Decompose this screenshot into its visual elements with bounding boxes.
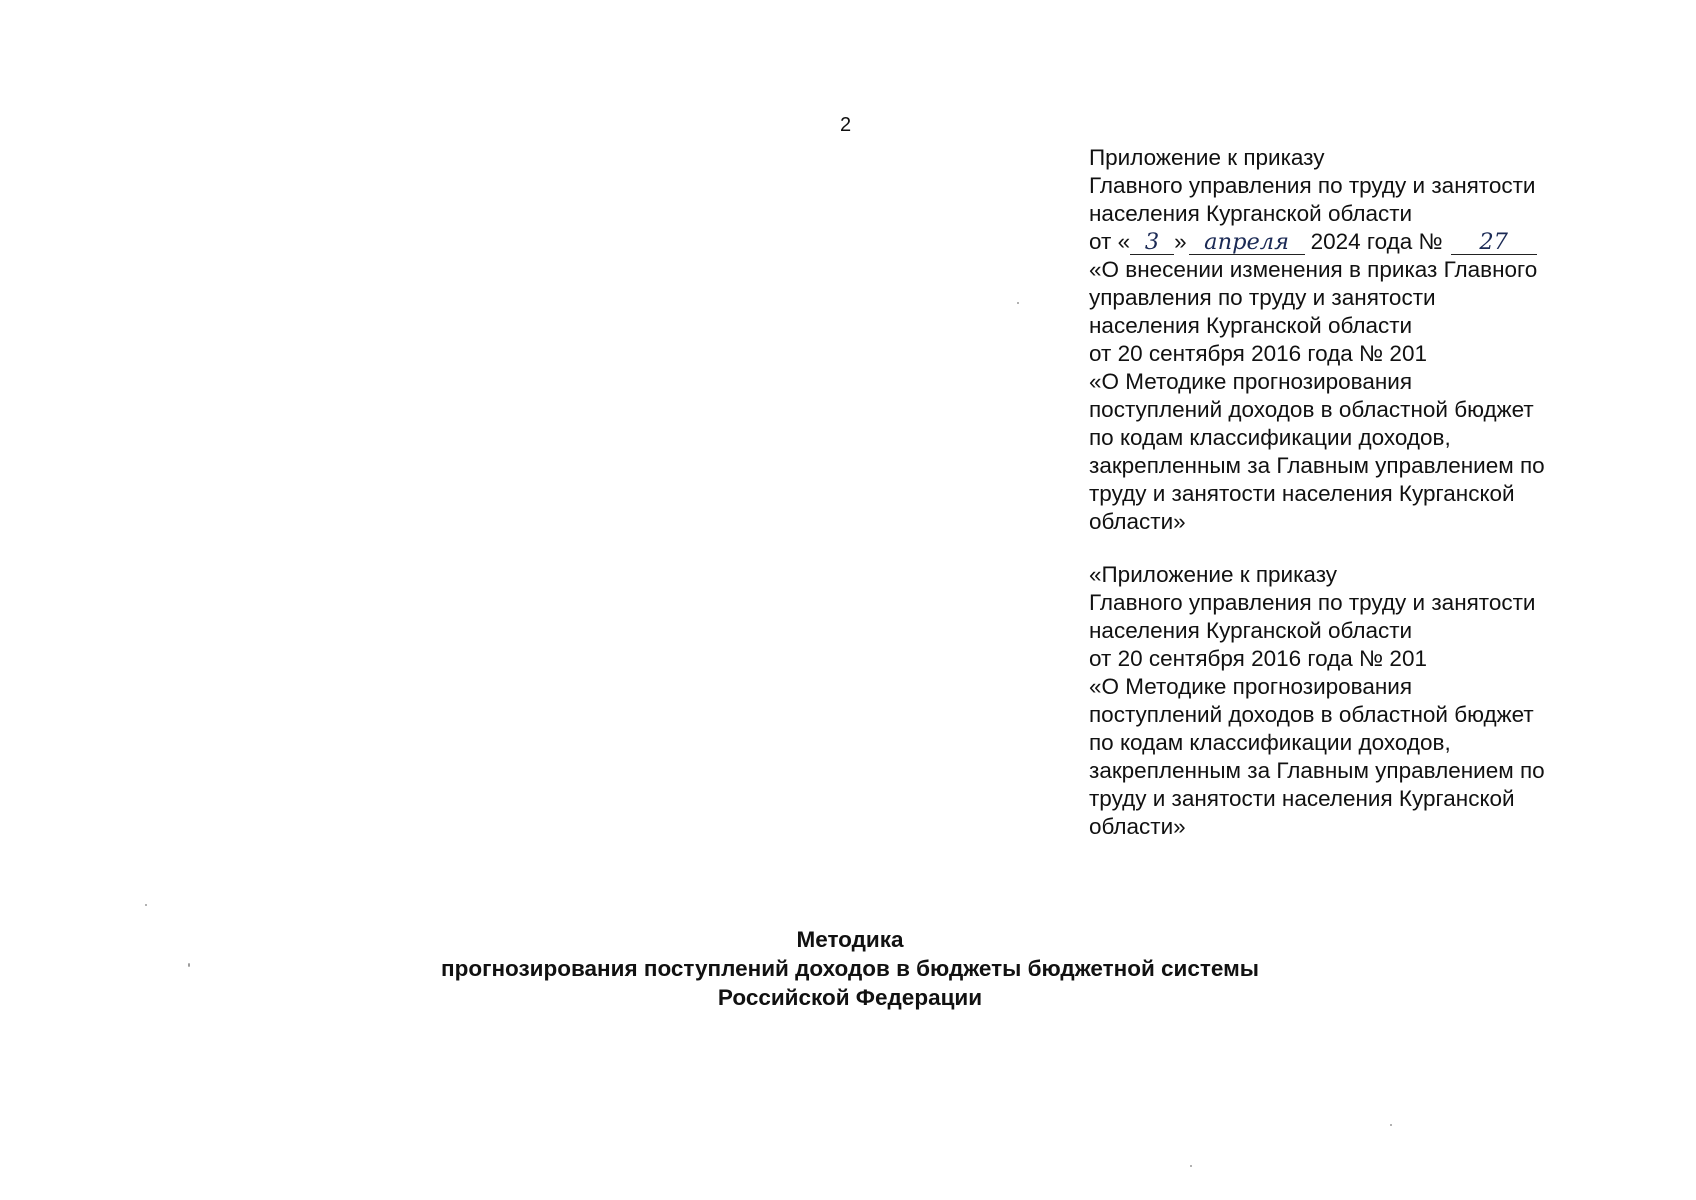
appendix-line: поступлений доходов в областной бюджет <box>1089 702 1534 727</box>
appendix-line: населения Курганской области <box>1089 618 1413 643</box>
scan-speck <box>1190 1165 1192 1167</box>
date-year-text: 2024 года № <box>1310 229 1443 254</box>
appendix-line: труду и занятости населения Курганской <box>1089 481 1515 506</box>
date-prefix: от « <box>1089 229 1131 254</box>
appendix-line: Главного управления по труду и занятости <box>1089 590 1536 615</box>
appendix-line: «О Методике прогнозирования <box>1089 369 1413 394</box>
scan-speck <box>145 904 147 906</box>
appendix-line: закрепленным за Главным управлением по <box>1089 758 1545 783</box>
appendix-line: Приложение к приказу <box>1089 145 1325 170</box>
appendix-header-previous <box>1089 561 1545 841</box>
appendix-line: населения Курганской области <box>1089 313 1413 338</box>
appendix-date-line <box>1089 228 1545 256</box>
title-line: Российской Федерации <box>717 985 983 1010</box>
scan-speck <box>1017 302 1019 304</box>
title-line: прогнозирования поступлений доходов в бюджеты бюджетной системы <box>441 956 1259 981</box>
appendix-line: «Приложение к приказу <box>1089 562 1338 587</box>
handwritten-day: 3 <box>1130 231 1174 255</box>
title-line: Методика <box>796 927 904 952</box>
appendix-header-current <box>1089 144 1545 536</box>
appendix-line: населения Курганской области <box>1089 201 1413 226</box>
appendix-line: «О Методике прогнозирования <box>1089 674 1413 699</box>
appendix-line: Главного управления по труду и занятости <box>1089 173 1536 198</box>
appendix-line: по кодам классификации доходов, <box>1089 730 1451 755</box>
appendix-line: от 20 сентября 2016 года № 201 <box>1089 341 1427 366</box>
appendix-line: управления по труду и занятости <box>1089 285 1436 310</box>
handwritten-month: апреля <box>1189 231 1305 255</box>
appendix-line: «О внесении изменения в приказ Главного <box>1089 257 1538 282</box>
appendix-line: от 20 сентября 2016 года № 201 <box>1089 646 1427 671</box>
appendix-line: закрепленным за Главным управлением по <box>1089 453 1545 478</box>
appendix-line: по кодам классификации доходов, <box>1089 425 1451 450</box>
appendix-line: области» <box>1089 814 1186 839</box>
scan-speck <box>1390 1124 1392 1126</box>
handwritten-order-number: 27 <box>1451 231 1537 255</box>
page-number: 2 <box>840 114 852 136</box>
document-title <box>300 925 1400 1012</box>
appendix-line: области» <box>1089 509 1186 534</box>
appendix-line: поступлений доходов в областной бюджет <box>1089 397 1534 422</box>
date-quote-close: » <box>1174 229 1187 254</box>
scan-speck <box>188 963 190 967</box>
appendix-line: труду и занятости населения Курганской <box>1089 786 1515 811</box>
